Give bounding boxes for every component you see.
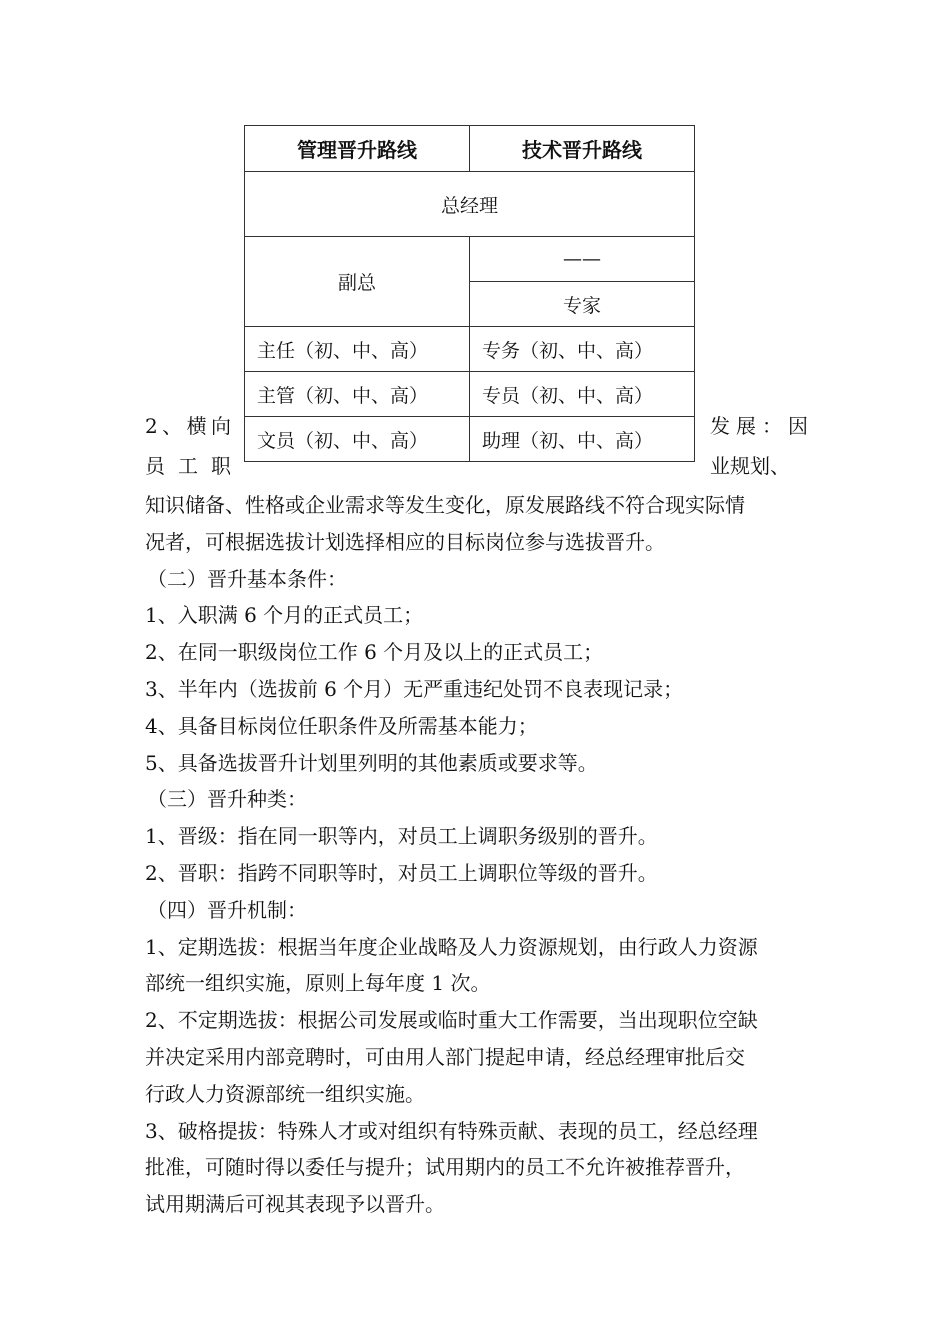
cell-vice-president: 副总 (245, 237, 470, 327)
list-item: 批准，可随时得以委任与提升；试用期内的员工不允许被推荐晋升， (145, 1155, 745, 1180)
list-item: 2、不定期选拔：根据公司发展或临时重大工作需要，当出现职位空缺 (145, 1008, 758, 1033)
cell-expert: 专家 (470, 282, 695, 327)
table-row (245, 372, 695, 417)
wrap-text-right-2: 业规划、 (710, 454, 790, 478)
table-row (245, 327, 695, 372)
paragraph-line: 知识储备、性格或企业需求等发生变化，原发展路线不符合现实际情 (145, 493, 745, 517)
list-item: 1、晋级：指在同一职等内，对员工上调职务级别的晋升。 (145, 824, 658, 849)
header-management-path: 管理晋升路线 (245, 126, 470, 172)
list-item: 2、在同一职级岗位工作 6 个月及以上的正式员工； (145, 640, 604, 665)
table-row-vice (245, 237, 695, 282)
wrap-text-left-1: 2、横向 (145, 414, 231, 438)
table-header-row (245, 126, 695, 172)
list-item: 试用期满后可视其表现予以晋升。 (145, 1192, 445, 1217)
section-heading: （四）晋升机制： (147, 897, 307, 922)
table-row (245, 417, 695, 462)
cell-dash: —— (470, 237, 695, 282)
table-row-general-manager (245, 172, 695, 237)
promotion-path-table (244, 125, 695, 462)
list-item: 2、晋职：指跨不同职等时，对员工上调职位等级的晋升。 (145, 860, 658, 885)
list-item: 行政人力资源部统一组织实施。 (145, 1081, 425, 1106)
cell-tech-level: 专务（初、中、高） (470, 327, 695, 372)
section-heading: （三）晋升种类： (147, 787, 307, 812)
cell-mgmt-level: 主管（初、中、高） (245, 372, 470, 417)
section-heading: （二）晋升基本条件： (147, 566, 347, 591)
paragraph-line: 况者，可根据选拔计划选择相应的目标岗位参与选拔晋升。 (145, 529, 665, 554)
list-item: 并决定采用内部竞聘时，可由用人部门提起申请，经总经理审批后交 (145, 1044, 745, 1069)
body-text (145, 487, 810, 1223)
header-technical-path: 技术晋升路线 (470, 126, 695, 172)
list-item: 3、半年内（选拔前 6 个月）无严重违纪处罚不良表现记录； (145, 676, 684, 701)
list-item: 1、入职满 6 个月的正式员工； (145, 603, 424, 628)
cell-general-manager: 总经理 (245, 172, 695, 237)
list-item: 部统一组织实施，原则上每年度 1 次。 (145, 971, 491, 996)
cell-mgmt-level: 文员（初、中、高） (245, 417, 470, 462)
wrap-text-left-2: 员工职 (145, 454, 231, 478)
wrap-text-right-1: 发展：因 (710, 414, 808, 438)
cell-tech-level: 专员（初、中、高） (470, 372, 695, 417)
list-item: 4、具备目标岗位任职条件及所需基本能力； (145, 713, 538, 738)
list-item: 5、具备选拔晋升计划里列明的其他素质或要求等。 (145, 750, 598, 775)
cell-mgmt-level: 主任（初、中、高） (245, 327, 470, 372)
list-item: 3、破格提拔：特殊人才或对组织有特殊贡献、表现的员工，经总经理 (145, 1118, 758, 1143)
cell-tech-level: 助理（初、中、高） (470, 417, 695, 462)
list-item: 1、定期选拔：根据当年度企业战略及人力资源规划，由行政人力资源 (145, 934, 758, 959)
